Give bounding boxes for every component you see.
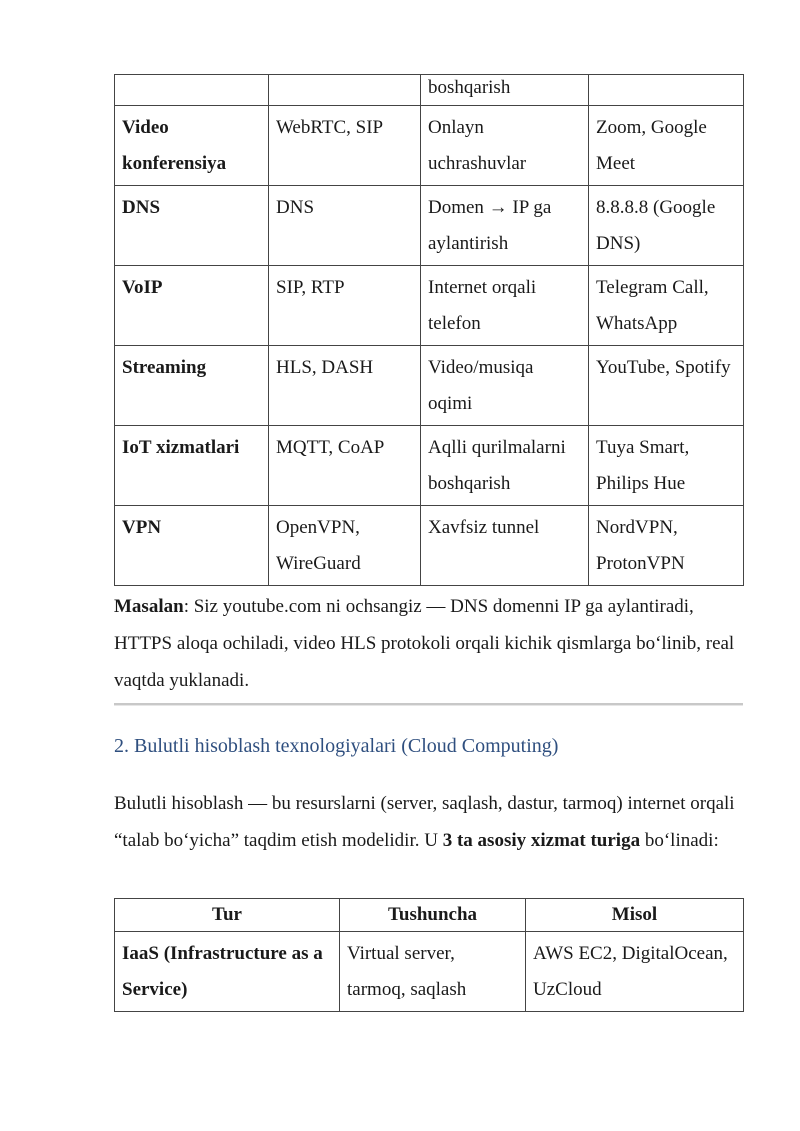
example-text: : Siz youtube.com ni ochsangiz — DNS domenni IP ga aylantiradi, HTTPS aloqa ochiladi, video HLS protokoli orqali kichik qismlarga bo‘linib, real vaqtda yuklanadi. bbox=[114, 596, 735, 691]
example-cell: Telegram Call, WhatsApp bbox=[589, 266, 744, 346]
purpose-cell: Domen → IP ga aylantirish bbox=[421, 186, 589, 266]
example-paragraph bbox=[114, 588, 754, 699]
table-row bbox=[115, 426, 744, 506]
internet-services-table bbox=[114, 74, 744, 586]
horizontal-divider bbox=[114, 703, 743, 706]
purpose-cell: Xavfsiz tunnel bbox=[421, 506, 589, 586]
section-heading: 2. Bulutli hisoblash texnologiyalari (Cloud Computing) bbox=[114, 735, 559, 757]
protocol-cell: HLS, DASH bbox=[269, 346, 421, 426]
cloud-service-types-table bbox=[114, 898, 744, 1012]
intro-text: Bulutli hisoblash — bu resurslarni (server, saqlash, dastur, tarmoq) internet orqali “talab bo‘yicha” taqdim etish modelidir. U bbox=[114, 793, 735, 851]
service-name-cell: Video konferensiya bbox=[115, 106, 269, 186]
table-cell bbox=[115, 75, 269, 106]
purpose-cell: Aqlli qurilmalarni boshqarish bbox=[421, 426, 589, 506]
example-cell: NordVPN, ProtonVPN bbox=[589, 506, 744, 586]
example-cell: AWS EC2, DigitalOcean, UzCloud bbox=[526, 932, 744, 1012]
protocol-cell: OpenVPN, WireGuard bbox=[269, 506, 421, 586]
table-row bbox=[115, 346, 744, 426]
service-name-cell: IoT xizmatlari bbox=[115, 426, 269, 506]
table-row bbox=[115, 506, 744, 586]
protocol-cell: SIP, RTP bbox=[269, 266, 421, 346]
example-cell: 8.8.8.8 (Google DNS) bbox=[589, 186, 744, 266]
purpose-cell: Video/musiqa oqimi bbox=[421, 346, 589, 426]
column-header: Tur bbox=[115, 899, 340, 932]
example-cell: Tuya Smart, Philips Hue bbox=[589, 426, 744, 506]
table-row bbox=[115, 266, 744, 346]
table-row bbox=[115, 106, 744, 186]
purpose-cell: Internet orqali telefon bbox=[421, 266, 589, 346]
purpose-cell: Onlayn uchrashuvlar bbox=[421, 106, 589, 186]
column-header: Tushuncha bbox=[340, 899, 526, 932]
table-header-row bbox=[115, 899, 744, 932]
example-label: Masalan bbox=[114, 596, 184, 617]
example-cell: Zoom, Google Meet bbox=[589, 106, 744, 186]
protocol-cell: WebRTC, SIP bbox=[269, 106, 421, 186]
table-row bbox=[115, 75, 744, 106]
table-cell bbox=[589, 75, 744, 106]
intro-bold-text: 3 ta asosiy xizmat turiga bbox=[442, 830, 641, 851]
intro-paragraph bbox=[114, 785, 754, 859]
service-name-cell: VPN bbox=[115, 506, 269, 586]
table-row bbox=[115, 932, 744, 1012]
type-cell: IaaS (Infrastructure as a Service) bbox=[115, 932, 340, 1012]
concept-cell: Virtual server, tarmoq, saqlash bbox=[340, 932, 526, 1012]
table-row bbox=[115, 186, 744, 266]
intro-text-end: bo‘linadi: bbox=[640, 830, 719, 851]
table-cell: boshqarish bbox=[421, 75, 589, 106]
service-name-cell: VoIP bbox=[115, 266, 269, 346]
service-name-cell: Streaming bbox=[115, 346, 269, 426]
service-name-cell: DNS bbox=[115, 186, 269, 266]
column-header: Misol bbox=[526, 899, 744, 932]
protocol-cell: MQTT, CoAP bbox=[269, 426, 421, 506]
table-cell bbox=[269, 75, 421, 106]
example-cell: YouTube, Spotify bbox=[589, 346, 744, 426]
protocol-cell: DNS bbox=[269, 186, 421, 266]
